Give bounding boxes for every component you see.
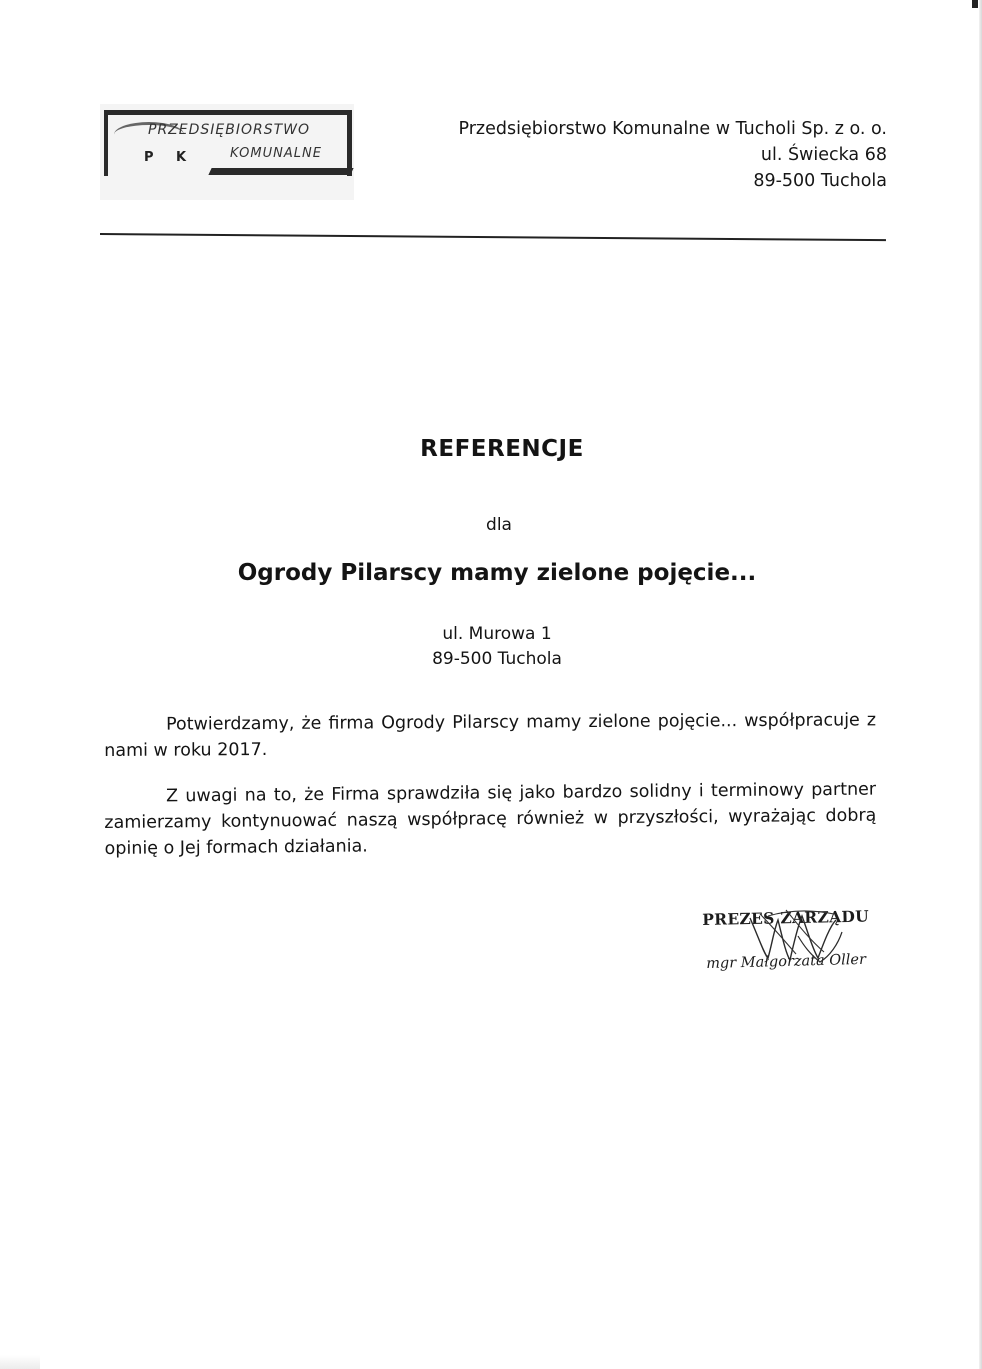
logo-text-line2: KOMUNALNE: [230, 146, 322, 161]
for-label: dla: [486, 515, 512, 535]
recipient-street: ul. Murowa 1: [442, 624, 552, 644]
signatory-title: PREZES ZARZĄDU: [702, 906, 870, 929]
sender-company: Przedsiębiorstwo Komunalne w Tucholi Sp. z o. o.: [458, 119, 887, 139]
signatory-name: mgr Małgorzata Oller: [706, 951, 867, 972]
sender-street: ul. Świecka 68: [760, 145, 887, 165]
sender-address: [458, 116, 887, 194]
logo-bar: [208, 168, 353, 175]
handwritten-signature-icon: [738, 896, 858, 976]
recipient-city: 89-500 Tuchola: [432, 649, 562, 669]
scan-mark: [972, 0, 978, 8]
scan-corner: [0, 1355, 40, 1369]
logo-initials: P K: [144, 150, 196, 165]
recipient-address: [0, 622, 982, 672]
sender-city: 89-500 Tuchola: [753, 171, 887, 191]
body-paragraph-1: Potwierdzamy, że firma Ogrody Pilarscy mamy zielone pojęcie... współpracuje z nami w roku 2017.: [104, 710, 877, 761]
document-title: REFERENCJE: [420, 436, 584, 462]
recipient-name: Ogrody Pilarscy mamy zielone pojęcie...: [237, 560, 757, 586]
body-paragraph-2: Z uwagi na to, że Firma sprawdziła się jako bardzo solidny i terminowy partner zamierzamy kontynuować naszą współpracę również w przyszłości, wyrażając dobrą opinię o Jej formach działania.: [104, 779, 877, 859]
logo-text-line1: PRZEDSIĘBIORSTWO: [148, 122, 311, 138]
header-divider: [100, 233, 886, 241]
company-logo: [100, 104, 354, 200]
